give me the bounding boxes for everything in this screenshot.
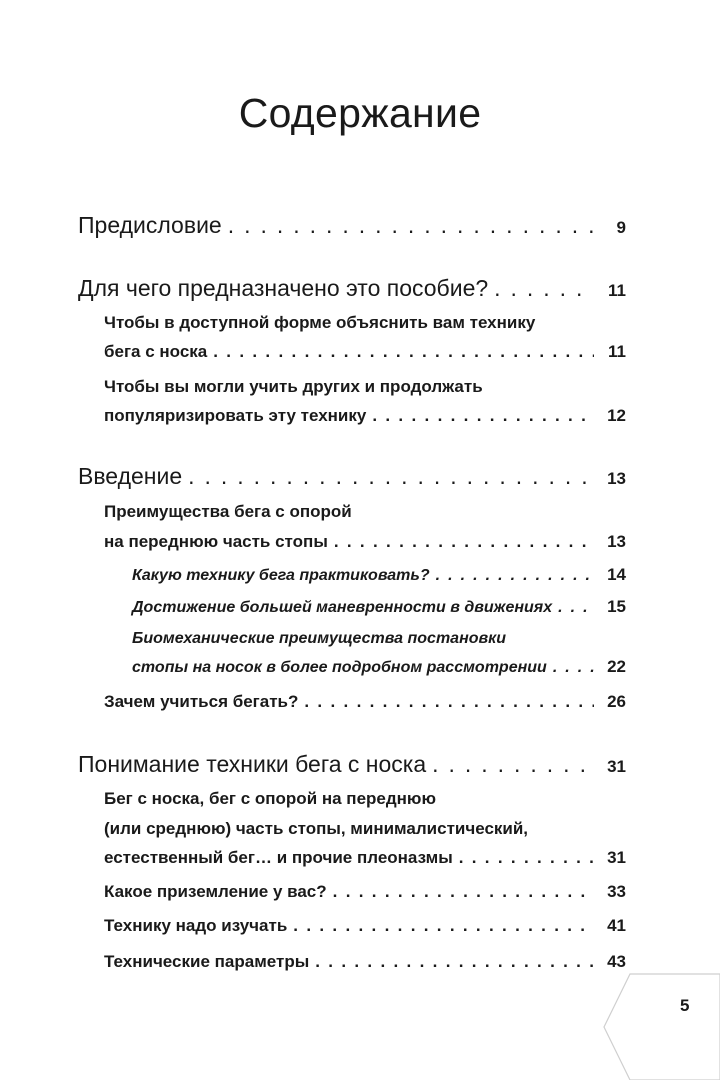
toc-page-number: 13 — [607, 532, 626, 551]
dot-leader — [558, 599, 594, 617]
toc-entry-intro-1[interactable] — [104, 532, 626, 552]
toc-page-number: 31 — [607, 848, 626, 867]
dot-leader — [436, 567, 594, 585]
dot-leader — [494, 275, 594, 302]
toc-entry-title-line[interactable]: (или среднюю) часть стопы, минималистический, — [104, 819, 529, 838]
toc-entry-title: Технические параметры — [104, 952, 310, 971]
toc-page-number: 31 — [607, 757, 626, 776]
toc-entry-title-line[interactable]: Бег с носка, бег с опорой на переднюю — [104, 789, 436, 808]
toc-page-number: 13 — [607, 469, 626, 488]
toc-page-number: 22 — [607, 657, 626, 676]
page-number: 5 — [680, 996, 690, 1015]
toc-entry-title: Технику надо изучать — [104, 916, 288, 935]
toc-entry-title: бега с носка — [104, 342, 208, 361]
toc-entry-title: Зачем учиться бегать? — [104, 692, 299, 711]
toc-entry-intro-1-2[interactable] — [132, 597, 626, 617]
toc-entry-intro-1-3[interactable] — [132, 657, 626, 677]
dot-leader — [459, 848, 594, 868]
toc-page-number: 15 — [607, 597, 626, 616]
toc-page-number: 11 — [608, 342, 626, 361]
page-title: Содержание — [238, 90, 482, 136]
hexagon-shape — [590, 968, 720, 1080]
toc-entry-title: Предисловие — [78, 212, 222, 238]
toc-page-number: 11 — [608, 281, 626, 300]
toc-entry-title: Какое приземление у вас? — [104, 882, 327, 901]
toc-entry-intro-1-1[interactable] — [132, 565, 626, 585]
toc-page-number: 26 — [607, 692, 626, 711]
toc-page-number: 14 — [607, 565, 626, 584]
dot-leader — [553, 659, 594, 677]
dot-leader — [188, 463, 594, 490]
dot-leader — [293, 916, 594, 936]
toc-entry-purpose[interactable] — [78, 275, 626, 302]
dot-leader — [432, 751, 594, 778]
toc-entry-title: популяризировать эту технику — [104, 406, 367, 425]
toc-entry-title: стопы на носок в более подробном рассмотрении — [132, 659, 547, 676]
toc-entry-title: Какую технику бега практиковать? — [132, 567, 430, 584]
toc-entry-title-line[interactable]: Преимущества бега с опорой — [104, 502, 352, 521]
dot-leader — [315, 952, 594, 972]
toc-page-number: 43 — [607, 952, 626, 971]
toc-page-number: 41 — [607, 916, 626, 935]
toc-entry-purpose-2[interactable] — [104, 406, 626, 426]
toc-entry-intro-2[interactable] — [104, 692, 626, 712]
toc-page-number: 12 — [607, 406, 626, 425]
toc-entry-title-line[interactable]: Чтобы вы могли учить других и продолжать — [104, 377, 483, 396]
dot-leader — [334, 532, 594, 552]
toc-entry-preface[interactable] — [78, 212, 626, 239]
toc-entry-title: естественный бег… и прочие плеоназмы — [104, 848, 453, 867]
dot-leader — [213, 342, 594, 362]
toc-entry-title: Понимание техники бега с носка — [78, 751, 427, 777]
dot-leader — [228, 212, 594, 239]
toc-entry-title-line[interactable]: Биомеханические преимущества постановки — [132, 630, 507, 647]
toc-page-number: 9 — [616, 218, 626, 237]
toc-entry-intro[interactable] — [78, 463, 626, 490]
toc-entry-understanding-3[interactable] — [104, 916, 626, 936]
toc-entry-purpose-1[interactable] — [104, 342, 626, 362]
toc-entry-title: Введение — [78, 463, 183, 489]
toc-entry-understanding-2[interactable] — [104, 882, 626, 902]
page-number-badge — [590, 968, 720, 1080]
toc-entry-understanding-1[interactable] — [104, 848, 626, 868]
dot-leader — [372, 406, 594, 426]
toc-entry-title: Достижение большей маневренности в движениях — [132, 599, 553, 616]
toc-entry-title: на переднюю часть стопы — [104, 532, 328, 551]
toc-entry-title-line[interactable]: Чтобы в доступной форме объяснить вам технику — [104, 313, 536, 332]
dot-leader — [304, 692, 594, 712]
toc-entry-understanding-4[interactable] — [104, 952, 626, 972]
dot-leader — [333, 882, 594, 902]
toc-entry-understanding[interactable] — [78, 751, 626, 778]
toc-page-number: 33 — [607, 882, 626, 901]
toc-entry-title: Для чего предназначено это пособие? — [78, 275, 489, 301]
